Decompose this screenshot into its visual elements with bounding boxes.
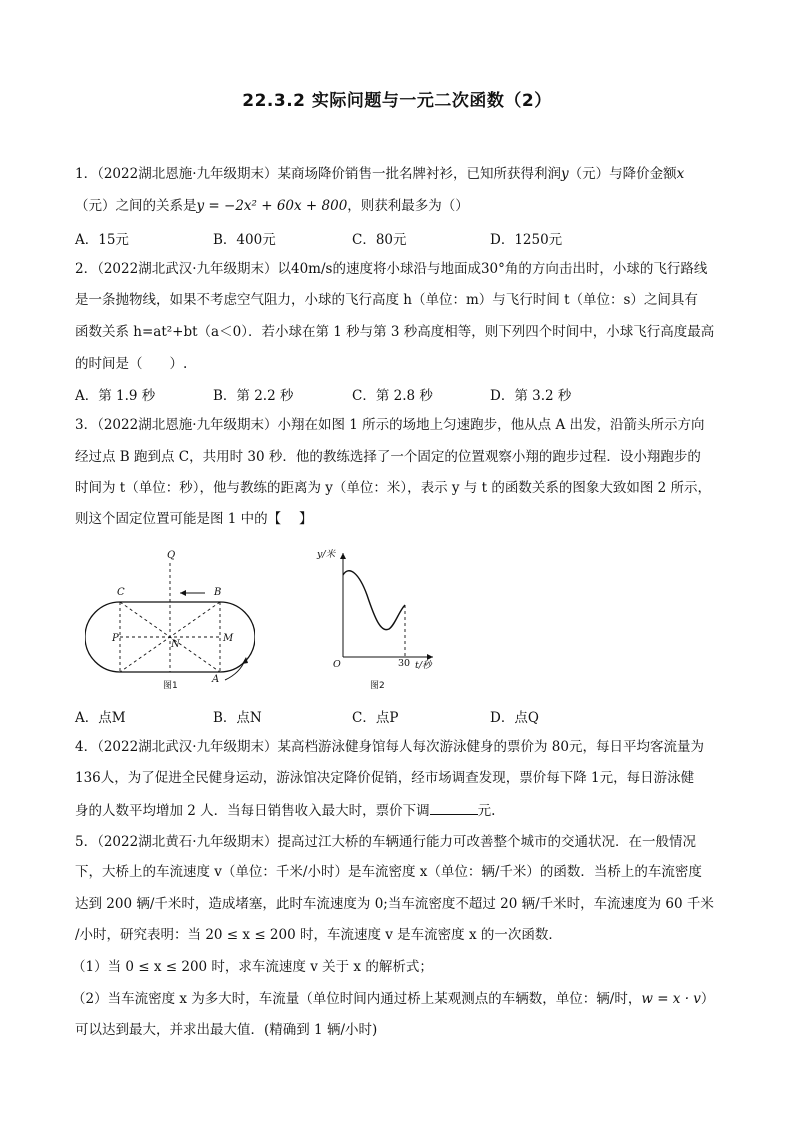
- q4-line1: 4．（2022湖北武汉·九年级期末）某高档游泳健身馆每人每次游泳健身的票价为 80元，每日平均客流量为: [75, 739, 704, 755]
- figure-1-track: [85, 545, 255, 690]
- q2-option-b[interactable]: B．第 2.2 秒: [213, 388, 294, 404]
- label-n: N: [171, 639, 180, 650]
- q5-formula: w = x · v: [641, 991, 701, 1007]
- label-p: P: [112, 633, 119, 644]
- q2-line4: 的时间是（ ）.: [75, 356, 188, 372]
- q4-answer-blank[interactable]: [430, 800, 478, 815]
- q2-options: [75, 384, 735, 404]
- q2-line1: 2．（2022湖北武汉·九年级期末）以40m/s的速度将小球沿与地面成30°角的方向击出时，小球的飞行路线: [75, 261, 708, 277]
- arrow-curve: [225, 660, 245, 680]
- q3-line2: 经过点 B 跑到点 C，共用时 30 秒．他的教练选择了一个固定的位置观察小翔的跑步过程．设小翔跑步的: [75, 449, 701, 465]
- label-a: A: [212, 674, 220, 685]
- q3-option-b[interactable]: B．点N: [213, 710, 262, 726]
- q3-line3: 时间为 t（单位：秒），他与教练的距离为 y（单位：米），表示 y 与 t 的函数关系的图象大致如图 2 所示，: [75, 480, 712, 496]
- q5-line4: /小时，研究表明：当 20 ≤ x ≤ 200 时，车流速度 v 是车流密度 x 的一次函数．: [75, 927, 562, 943]
- q3-option-d[interactable]: D．点Q: [490, 710, 539, 726]
- curve-y-t: [343, 571, 405, 630]
- q1-option-d[interactable]: D．1250元: [490, 232, 563, 248]
- q1-line2: （元）之间的关系是y = −2x² + 60x + 800，则获利最多为（）: [75, 198, 469, 214]
- q2-option-a[interactable]: A．第 1.9 秒: [75, 388, 156, 404]
- q2-option-d[interactable]: D．第 3.2 秒: [490, 388, 572, 404]
- label-q: Q: [167, 550, 176, 561]
- q2-option-c[interactable]: C．第 2.8 秒: [352, 388, 433, 404]
- origin-label: O: [333, 659, 341, 670]
- q5-part2: （2）当车流密度 x 为多大时，车流量（单位时间内通过桥上某观测点的车辆数，单位：辆/时，w = x · v）: [72, 991, 715, 1007]
- label-c: C: [117, 587, 125, 598]
- q3-line1: 3．（2022湖北恩施·九年级期末）小翔在如图 1 所示的场地上匀速跑步，他从点 A 出发，沿箭头所示方向: [75, 417, 705, 433]
- figure-2-graph: [315, 545, 440, 690]
- figure-1-caption: 图1: [163, 681, 178, 690]
- q1-options: [75, 228, 735, 248]
- q3-line4: 则这个固定位置可能是图 1 中的【 】: [75, 511, 313, 527]
- q3-option-a[interactable]: A．点M: [75, 710, 126, 726]
- q5-part1: （1）当 0 ≤ x ≤ 200 时，求车流速度 v 关于 x 的解析式；: [72, 959, 433, 975]
- q1-line1: 1．（2022湖北恩施·九年级期末）某商场降价销售一批名牌衬衫，已知所获得利润y（元）与降价金额x: [75, 166, 685, 182]
- label-b: B: [214, 587, 222, 598]
- q1-formula: y = −2x² + 60x + 800: [196, 198, 348, 214]
- q2-line3: 函数关系 h=at²+bt（a＜0）．若小球在第 1 秒与第 3 秒高度相等，则下列四个时间中，小球飞行高度最高: [75, 324, 715, 340]
- page-title: 22.3.2 实际问题与一元二次函数（2）: [242, 91, 552, 111]
- q5-line3: 达到 200 辆/千米时，造成堵塞，此时车流速度为 0;当车流密度不超过 20 辆/千米时，车流速度为 60 千米: [75, 896, 714, 912]
- q1-option-b[interactable]: B．400元: [213, 232, 276, 248]
- q1-option-c[interactable]: C．80元: [352, 232, 407, 248]
- q2-line2: 是一条抛物线，如果不考虑空气阻力，小球的飞行高度 h（单位：m）与飞行时间 t（单位：s）之间具有: [75, 292, 698, 308]
- figure-2-caption: 图2: [370, 681, 385, 690]
- q5-line2: 下，大桥上的车流速度 v（单位：千米/小时）是车流密度 x（单位：辆/千米）的函数．当桥上的车流密度: [75, 864, 702, 880]
- q4-line2: 136人，为了促进全民健身运动，游泳馆决定降价促销，经市场调查发现，票价每下降 1元，每日游泳健: [75, 770, 695, 786]
- q3-option-c[interactable]: C．点P: [352, 710, 399, 726]
- q4-line3: 身的人数平均增加 2 人．当每日销售收入最大时，票价下调 元.: [75, 800, 735, 821]
- tick-30: 30: [398, 658, 411, 669]
- q5-part3: 可以达到最大，并求出最大值．(精确到 1 辆/小时): [75, 1022, 378, 1038]
- y-axis-label: y/米: [317, 549, 336, 560]
- x-axis-label: t/秒: [415, 660, 432, 671]
- q5-line1: 5．（2022湖北黄石·九年级期末）提高过江大桥的车辆通行能力可改善整个城市的交通状况．在一般情况: [75, 834, 696, 850]
- q3-options: [75, 706, 735, 726]
- label-m: M: [223, 633, 234, 644]
- q1-option-a[interactable]: A．15元: [75, 232, 129, 248]
